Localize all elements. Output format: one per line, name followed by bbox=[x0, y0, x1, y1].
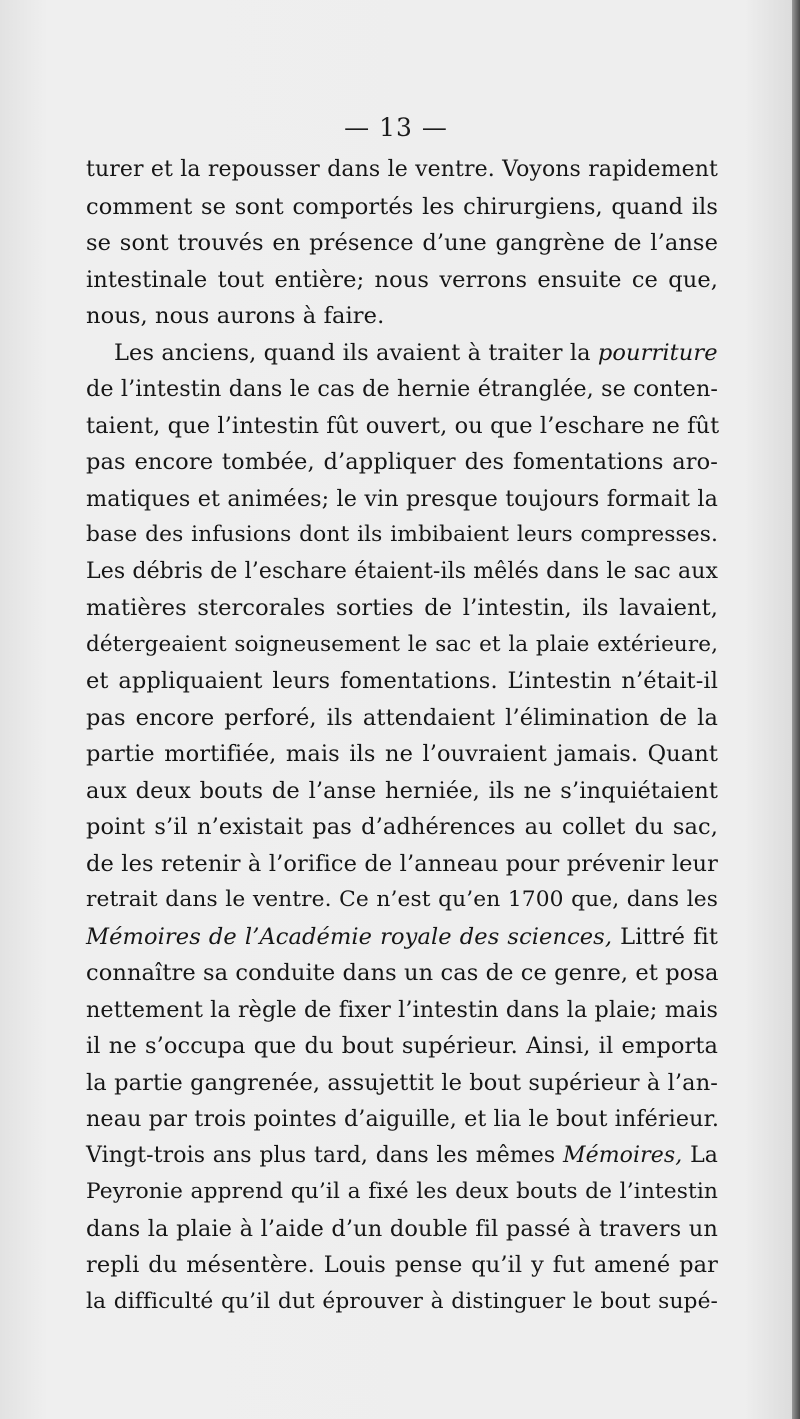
text-line: connaître sa conduite dans un cas de ce genre, et posa bbox=[86, 960, 719, 986]
text-line: détergeaient soigneusement le sac et la plaie extérieure, bbox=[86, 631, 718, 657]
italic-text-run: pourriture bbox=[597, 339, 718, 366]
text-line: de l’intestin dans le cas de hernie étranglée, se conten- bbox=[86, 376, 718, 402]
page-edge-shadow bbox=[792, 0, 800, 1419]
text-line bbox=[86, 1138, 718, 1175]
text-line: de les retenir à l’orifice de l’anneau pour prévenir leur bbox=[86, 850, 718, 877]
text-line: repli du mésentère. Louis pense qu’il y fut amené par bbox=[86, 1252, 718, 1278]
text-run: Vingt-trois ans plus tard, dans les mêmes bbox=[86, 1142, 563, 1168]
text-line: matiques et animées; le vin presque toujours formait la bbox=[86, 485, 718, 512]
text-line: turer et la repousser dans le ventre. Voyons rapidement bbox=[86, 157, 718, 182]
text-line: Peyronie apprend qu’il a fixé les deux bouts de l’intestin bbox=[86, 1179, 718, 1204]
text-line: intestinale tout entière; nous verrons ensuite ce que, bbox=[86, 266, 718, 293]
text-line: et appliquaient leurs fomentations. L’intestin n’était-il bbox=[86, 668, 718, 694]
italic-text-run: Mémoires, bbox=[562, 1142, 683, 1168]
italic-text-run: Mémoires de l’Académie royale des sciences, bbox=[86, 923, 613, 950]
text-line bbox=[86, 335, 718, 372]
text-line: partie mortifiée, mais ils ne l’ouvraient jamais. Quant bbox=[86, 741, 718, 767]
text-line: la difficulté qu’il dut éprouver à distinguer le bout supé- bbox=[86, 1288, 718, 1314]
text-line: pas encore tombée, d’appliquer des fomentations aro- bbox=[86, 449, 718, 475]
text-line: dans la plaie à l’aide d’un double fil passé à travers un bbox=[86, 1215, 718, 1242]
text-run: Littré fit bbox=[612, 923, 718, 950]
text-line: Les débris de l’eschare étaient-ils mêlés dans le sac aux bbox=[86, 558, 718, 584]
page-number: — 13 — bbox=[344, 113, 448, 142]
text-line: base des infusions dont ils imbibaient leurs compresses. bbox=[86, 522, 718, 547]
text-line: il ne s’occupa que du bout supérieur. Ainsi, il emporta bbox=[86, 1033, 718, 1059]
text-line: retrait dans le ventre. Ce n’est qu’en 1700 que, dans les bbox=[86, 887, 718, 912]
text-run: La bbox=[682, 1142, 718, 1168]
text-line bbox=[86, 919, 718, 956]
text-line: matières stercorales sorties de l’intestin, ils lavaient, bbox=[86, 595, 718, 621]
text-line: pas encore perforé, ils attendaient l’élimination de la bbox=[86, 704, 718, 731]
text-line: se sont trouvés en présence d’une gangrène de l’anse bbox=[86, 230, 718, 256]
text-line: nettement la règle de fixer l’intestin dans la plaie; mais bbox=[86, 996, 718, 1023]
text-run: Les anciens, quand ils avaient à traiter la bbox=[114, 339, 598, 366]
text-line: point s’il n’existait pas d’adhérences au collet du sac, bbox=[86, 814, 718, 840]
body-text bbox=[86, 152, 718, 1320]
text-line: la partie gangrenée, assujettit le bout supérieur à l’an- bbox=[86, 1069, 718, 1096]
text-line: neau par trois pointes d’aiguille, et lia le bout inférieur. bbox=[86, 1106, 720, 1132]
text-line: comment se sont comportés les chirurgiens, quand ils bbox=[86, 193, 718, 220]
text-line: nous, nous aurons à faire. bbox=[86, 303, 385, 329]
text-line: aux deux bouts de l’anse herniée, ils ne s’inquiétaient bbox=[86, 777, 718, 804]
text-line: taient, que l’intestin fût ouvert, ou que l’eschare ne fût bbox=[86, 412, 720, 439]
